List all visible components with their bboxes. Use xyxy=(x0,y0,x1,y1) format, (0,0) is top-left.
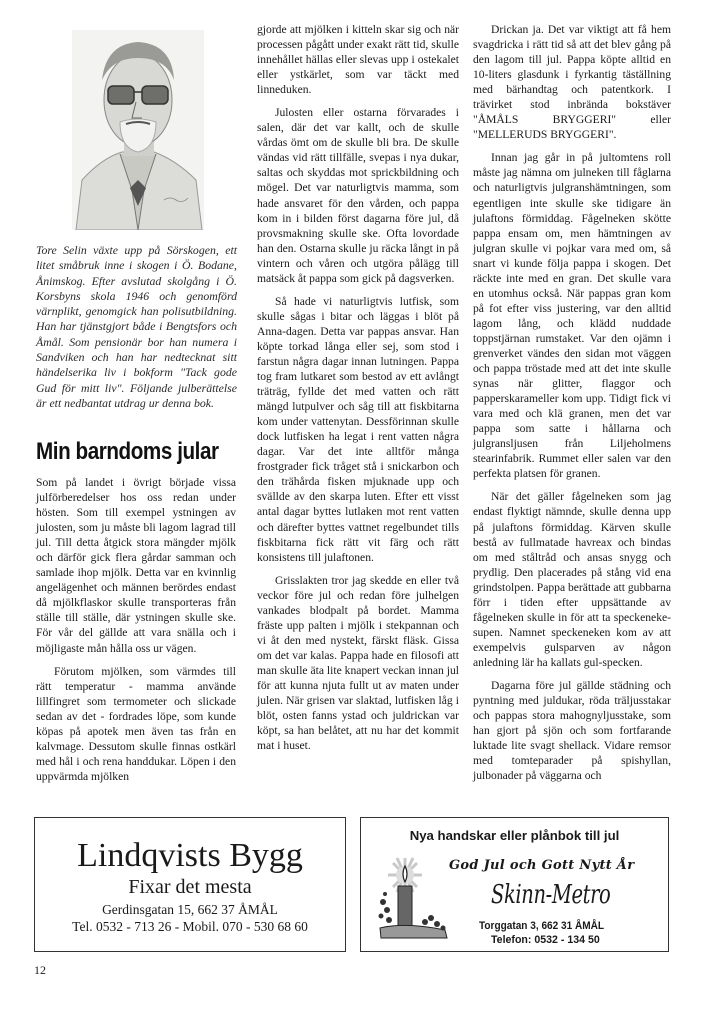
paragraph: Dagarna före jul gällde städning och pyntning med juldukar, röda träljusstakar och pappas stora mahognyljusstake, som han gjort på sjön och som fortfarande luktade lite svagt shellack. Vidare remsor med tomteparader på spishyllan, julbonader på väggarna och xyxy=(473,678,671,783)
article-title: Min barndoms jular xyxy=(36,438,219,465)
ad-skinn-metro xyxy=(360,817,669,952)
ad-phone: Telefon: 0532 - 134 50 xyxy=(491,934,600,946)
article-column-2 xyxy=(257,22,459,761)
paragraph: Grisslakten tror jag skedde en eller två veckor före jul och redan före julhelgen vankades blodpalt på bordet. Mamma fräste upp palten i mjölk i stekpannan och vi åt den med nystekt, färskt fläsk. Gissa om det var kalas. Pappa hade en filosofi att man skulle äta lite knapert veckan innan jul för att kunna njuta fullt ut av maten under julen. När grisen var slaktad, lutfisken låg i blöt, osten fanns ystad och juldrickan var köpt, sa han belåtet, att nu har det kommit mat i huset. xyxy=(257,573,459,753)
paragraph: Julosten eller ostarna förvarades i salen, där det var kallt, och de skulle vårdas ömt om de skulle bli bra. De skulle vändas vid rätt tillfälle, svepas i nya dukar, saltas och skyddas mot sprickbildning och mögel. Det var naturligtvis mamma, som hade ansvaret för den vården, och pappa kom in i bilden först dagarna före jul, då provsmakning skulle ske. Ofta lovordade han den. Ostarna skulle ju räcka långt in på vintern och våren och utgöra pålägg till matsäck åt pappa som gick på dagsverken. xyxy=(257,106,459,285)
author-bio-caption: Tore Selin växte upp på Sörskogen, ett litet småbruk inne i skogen i Ö. Bodane, Ånimskog. Efter avslutad skolgång i Ö. Korsbyns skola 1946 och genomförd värnplikt, genomgick han polisutbildning. Han har tjänstgjort både i Bengtsfors och Åmål. Som pensionär bor han numera i Sandviken och han har nedtecknat sitt händelserika liv i bokform "Tack gode Gud för mitt liv". Följande julberättelse är ett nedbantat utdrag ur denna bok. xyxy=(36,243,237,410)
paragraph: Innan jag går in på jultomtens roll måste jag nämna om julneken till fåglarna och naturligtvis julgranshämtningen, som egentligen inte skulle ske tidigare än julaftons förmiddag. Fågelneken skötte pappa ensam om, men hämtningen av julgran skulle vi pojkar vara med om, så snart vi kunde följa pappa i skogen. Det räckte inte med en gran. Det skulle vara en utomhus också. När pappas gran kom på fot efter viss justering, var den alltid lagom lång, och klädd nuddade toppstjärnan rumstaket. Var den ojämn i grenverket vändes den sidan mot väggen och pappa tröstade med att det inte skulle synas när glitter, flaggor och papperskarameller kom upp. Tidigt fick vi vara med och klä granen, men det var pappa som satte i hållarna och julgransljusen från Liljeholmens stearinfabrik. Rummet eller salen var den perfekta platsen för granen. xyxy=(473,151,671,481)
page-number: 12 xyxy=(34,963,46,977)
ad-brand-name: Skinn-Metro xyxy=(491,880,611,910)
ad-phone: Tel. 0532 - 713 26 - Mobil. 070 - 530 68 60 xyxy=(72,919,308,934)
paragraph: gjorde att mjölken i kitteln skar sig och när processen pågått under exakt rätt tid, skulle innehållet hällas eller slevas upp i ostekalet eller ystkärlet, som var täckt med linneduken. xyxy=(257,23,459,97)
ad-address: Gerdinsgatan 15, 662 37 ÅMÅL xyxy=(102,902,278,917)
article-column-1 xyxy=(36,475,236,792)
ad-business-name: Lindqvists Bygg xyxy=(77,837,303,874)
paragraph: Som på landet i övrigt började vissa julförberedelser hos oss redan under hösten. Som till exempel ystningen av julosten, som ju måste bli lagom lagrad till jul. Till detta åtgick stora mängder mjölk och därför gick flera gårdar samman och samlade ihop mjölk. Detta var en kvinnlig angelägenhet och männen berördes endast då mjölkflaskor skulle transporteras från ställe till ställe, där ystningen skulle ske. För vår del gällde att vara snälla och i möjligaste mån hålla oss ur vägen. xyxy=(36,476,236,655)
paragraph: Drickan ja. Det var viktigt att få hem svagdricka i rätt tid så att det blev gång på den lagom till jul. Pappa köpte alltid en 10-liters glasdunk i fyrkantig täställning med bärhandtag och patentkork. I trävirket stod inbrända bokstäver "ÅMÅLS BRYGGERI" eller "MELLERUDS BRYGGERI". xyxy=(473,23,671,142)
paragraph: Så hade vi naturligtvis lutfisk, som skulle sågas i bitar och läggas i blöt på Anna-dagen. Detta var pappas ansvar. Han köpte torkad långa eller sej, som stod i farstun några dagar innan lutningen. Pappa tog fram lutkaret som bestod av ett avlångt träträg, fyllde det med vatten och rätt mängd lutpulver och såg till att fiskbitarna kom under vattenytan. Dessförinnan skulle dock lutfisken ha legat i rent vatten några dagar. Var det inte alltför många frostgrader fick tråget stå i snickarbon och den trähårda fisken mjuknade upp och svällde av den skarpa luten. Efter ett visst antal dagar byttes lutlaken mot rent vatten och därefter byttes vattnet regelbundet tills fiskbitarna fick rätt vit färg och rätt konsistens till julaftonen. xyxy=(257,294,459,564)
ad-lindqvists-bygg xyxy=(34,817,346,952)
author-portrait xyxy=(72,30,204,230)
ad-slogan: Fixar det mesta xyxy=(128,876,252,898)
paragraph: När det gäller fågelneken som jag endast flyktigt nämnde, skulle denna upp på julaftons förmiddag. Kärven skulle bestå av fullmatade havreax och bindas om med ståltråd och ansas snygg och prydlig. Den placerades på stång vid ena grindstolpen. Pappa berättade att gubbarna förr i tiden efter uppsättande av fågelneken skulle in för att ta speckeneke-supen. Namnet speckeneken kom av att exempelvis gulsparven av någon anledning lär ha kallats gul-specken. xyxy=(473,490,671,669)
portrait-sketch-icon xyxy=(72,30,204,230)
ad-greeting: God Jul och Gott Nytt År xyxy=(449,858,635,873)
paragraph: Förutom mjölken, som värmdes till rätt temperatur - mamma använde lillfingret som termometer och slickade sedan av det - fordrades löpe, som kunde köpas på apotek men även tas från en kalvmage. Dessutom skulle finnas ostkärl med hål i och rena handdukar. Löpen i den uppvärmda mjölken xyxy=(36,664,236,783)
ad-address: Torggatan 3, 662 31 ÅMÅL xyxy=(479,920,605,932)
article-column-3 xyxy=(473,22,671,791)
ad-headline: Nya handskar eller plånbok till jul xyxy=(409,828,620,843)
